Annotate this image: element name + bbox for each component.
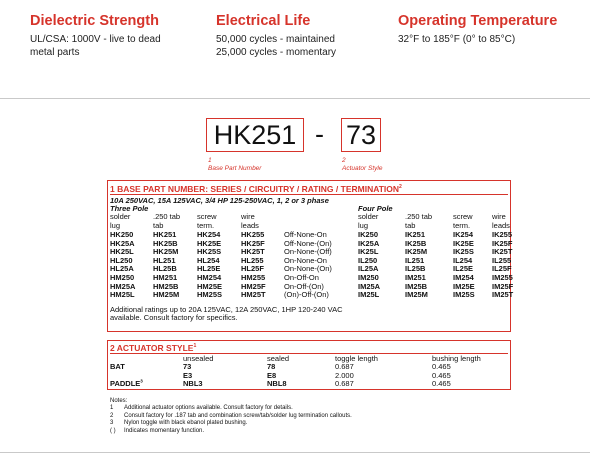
actuator-caption-number: 2 <box>342 157 346 164</box>
cell-250-tab: IM25B <box>405 281 428 291</box>
cell-250-tab: HL251 <box>153 255 176 265</box>
cell-screw-term: HK254 <box>197 230 221 239</box>
cell-bushing-length: 0.465 <box>432 362 451 371</box>
actuator-box: 73 <box>341 118 381 152</box>
cell-toggle-length: 0.687 <box>335 379 354 388</box>
cell-250-tab: HK25B <box>153 238 178 248</box>
cell-250-tab: IL25B <box>405 264 426 274</box>
cell-screw-term: IL25E <box>453 264 474 274</box>
cell-unsealed: NBL3 <box>183 379 203 388</box>
cell-solder-lug: HM25L <box>110 290 135 300</box>
note-marker: ( ) <box>110 427 116 434</box>
header-wire-leads: wire leads <box>241 212 259 230</box>
cell-wire-leads: HK25T <box>241 247 265 257</box>
cell-toggle-length: 0.687 <box>335 362 354 371</box>
cell-wire-leads: HM25F <box>241 281 266 291</box>
header-sealed: sealed <box>267 354 290 363</box>
cell-sealed: E8 <box>267 370 277 380</box>
cell-solder-lug: IM250 <box>358 273 379 282</box>
cell-screw-term: HM254 <box>197 273 222 282</box>
cell-bushing-length: 0.465 <box>432 370 451 380</box>
cell-unsealed: E3 <box>183 370 193 380</box>
cell-screw-term: IM25S <box>453 290 475 300</box>
cell-wire-leads: IM25T <box>492 290 514 300</box>
header-250-tab: .250 tab tab <box>405 212 433 230</box>
cell-solder-lug: HL25A <box>110 264 134 274</box>
base-caption: Base Part Number <box>208 165 262 172</box>
cell-screw-term: IM254 <box>453 273 474 282</box>
cell-circuitry: On-Off-On <box>284 273 319 282</box>
three-pole-label: Three Pole <box>110 204 149 213</box>
actuator-caption: Actuator Style <box>342 165 383 172</box>
cell-250-tab: IK251 <box>405 230 426 239</box>
cell-250-tab: IL251 <box>405 255 425 265</box>
cell-250-tab: IK25B <box>405 238 427 248</box>
note-text: Nylon toggle with black ebanol plated bushing. <box>124 420 248 427</box>
header-toggle-length: toggle length <box>335 354 378 363</box>
cell-250-tab: HK25M <box>153 247 179 257</box>
cell-circuitry: (On)-Off-(On) <box>284 290 329 300</box>
cell-screw-term: IM25E <box>453 281 475 291</box>
cell-actuator-name: PADDLE$^3$ <box>110 378 143 388</box>
header-250-tab: .250 tab tab <box>153 212 181 230</box>
cell-toggle-length: 2.000 <box>335 370 354 380</box>
cell-screw-term: HL254 <box>197 255 220 265</box>
cell-bushing-length: 0.465 <box>432 379 451 388</box>
cell-circuitry: On-None-On <box>284 255 327 265</box>
spec-title: Dielectric Strength <box>30 13 159 29</box>
cell-unsealed: 73 <box>183 362 192 371</box>
header-bushing-length: bushing length <box>432 354 481 363</box>
cell-250-tab: HM251 <box>153 273 178 282</box>
cell-250-tab: IK25M <box>405 247 428 257</box>
rating-text: 10A 250VAC, 15A 125VAC, 3/4 HP 125-250VAC, 1, 2 or 3 phase <box>110 196 329 205</box>
cell-solder-lug: IL25A <box>358 264 379 274</box>
cell-250-tab: IM251 <box>405 273 426 282</box>
header-solder-lug: solder lug <box>110 212 131 230</box>
cell-screw-term: HM25E <box>197 281 223 291</box>
cell-solder-lug: HK25L <box>110 247 134 257</box>
additional-ratings-line: available. Consult factory for specifics. <box>110 313 238 322</box>
spec-line: UL/CSA: 1000V - live to dead <box>30 34 161 45</box>
spec-line: 50,000 cycles - maintained <box>216 34 335 45</box>
cell-solder-lug: IK25L <box>358 247 379 257</box>
cell-wire-leads: IL25F <box>492 264 512 274</box>
header-wire-leads: wire leads <box>492 212 510 230</box>
cell-screw-term: IK25E <box>453 238 474 248</box>
cell-circuitry: On-Off-(On) <box>284 281 324 291</box>
spec-line: metal parts <box>30 46 80 58</box>
cell-wire-leads: HM255 <box>241 273 266 282</box>
cell-screw-term: HL25E <box>197 264 221 274</box>
header-unsealed: unsealed <box>183 354 214 363</box>
cell-wire-leads: HK25F <box>241 238 265 248</box>
cell-solder-lug: HL250 <box>110 255 133 265</box>
cell-250-tab: HK251 <box>153 230 177 239</box>
four-pole-label: Four Pole <box>358 204 393 213</box>
cell-250-tab: HM25B <box>153 281 179 291</box>
cell-250-tab: IM25M <box>405 290 428 300</box>
base-caption-number: 1 <box>208 157 212 164</box>
section1-title: 1 BASE PART NUMBER: SERIES / CIRCUITRY / RATING / TERMINATION$^2$ <box>110 184 402 194</box>
cell-screw-term: IK25S <box>453 247 474 257</box>
cell-sealed: 78 <box>267 362 276 371</box>
spec-title: Electrical Life <box>216 13 311 29</box>
cell-screw-term: IL254 <box>453 255 473 265</box>
note-text: Indicates momentary function. <box>124 427 205 434</box>
cell-actuator-name: BAT <box>110 362 125 371</box>
cell-wire-leads: IK255 <box>492 230 513 239</box>
note-marker: 1 <box>110 405 114 412</box>
cell-wire-leads: HK255 <box>241 230 265 239</box>
cell-250-tab: HL25B <box>153 264 177 274</box>
cell-solder-lug: HK250 <box>110 230 134 239</box>
spec-line: 25,000 cycles - momentary <box>216 46 337 58</box>
header-solder-lug: solder lug <box>358 212 379 230</box>
cell-wire-leads: HL25F <box>241 264 264 274</box>
cell-screw-term: HK25E <box>197 238 222 248</box>
cell-circuitry: Off-None-(On) <box>284 238 332 248</box>
cell-screw-term: HM25S <box>197 290 223 300</box>
cell-solder-lug: IK250 <box>358 230 379 239</box>
header-screw-term: screw term. <box>197 212 217 230</box>
header-screw-term: screw term. <box>453 212 473 230</box>
base-part-number-box: HK251 <box>206 118 304 152</box>
cell-solder-lug: HK25A <box>110 238 135 248</box>
cell-wire-leads: IM255 <box>492 273 513 282</box>
dash-separator: - <box>315 119 324 149</box>
cell-250-tab: HM25M <box>153 290 180 300</box>
note-text: Consult factory for .187 tab and combination screw/tab/solder lug termination callouts. <box>124 412 352 419</box>
cell-wire-leads: IK25F <box>492 238 513 248</box>
spec-line: 32°F to 185°F (0° to 85°C) <box>398 34 516 45</box>
notes-title: Notes: <box>110 398 128 404</box>
cell-screw-term: HK25S <box>197 247 222 257</box>
divider <box>0 98 590 99</box>
note-text: Additional actuator options available. Consult factory for details. <box>124 405 293 412</box>
note-marker: 3 <box>110 420 114 427</box>
additional-ratings-line: Additional ratings up to 20A 125VAC, 12A 250VAC, 1HP 120-240 VAC <box>110 305 343 314</box>
cell-circuitry: Off-None-On <box>284 230 327 239</box>
spec-title: Operating Temperature <box>398 13 558 29</box>
cell-solder-lug: IM25L <box>358 290 380 300</box>
cell-solder-lug: HM25A <box>110 281 136 291</box>
cell-solder-lug: IM25A <box>358 281 381 291</box>
divider <box>0 452 590 453</box>
cell-solder-lug: HM250 <box>110 273 135 282</box>
section1-title-rule <box>110 194 508 195</box>
cell-solder-lug: IK25A <box>358 238 380 248</box>
section2-title: 2 ACTUATOR STYLE$^1$ <box>110 343 197 353</box>
cell-circuitry: On-None-(On) <box>284 264 332 274</box>
cell-screw-term: IK254 <box>453 230 474 239</box>
cell-wire-leads: HL255 <box>241 255 264 265</box>
cell-circuitry: On-None-(Off) <box>284 247 332 257</box>
cell-sealed: NBL8 <box>267 379 287 388</box>
note-marker: 2 <box>110 412 114 419</box>
cell-wire-leads: IL255 <box>492 255 512 265</box>
cell-wire-leads: HM25T <box>241 290 266 300</box>
cell-wire-leads: IM25F <box>492 281 514 291</box>
cell-solder-lug: IL250 <box>358 255 378 265</box>
cell-wire-leads: IK25T <box>492 247 513 257</box>
